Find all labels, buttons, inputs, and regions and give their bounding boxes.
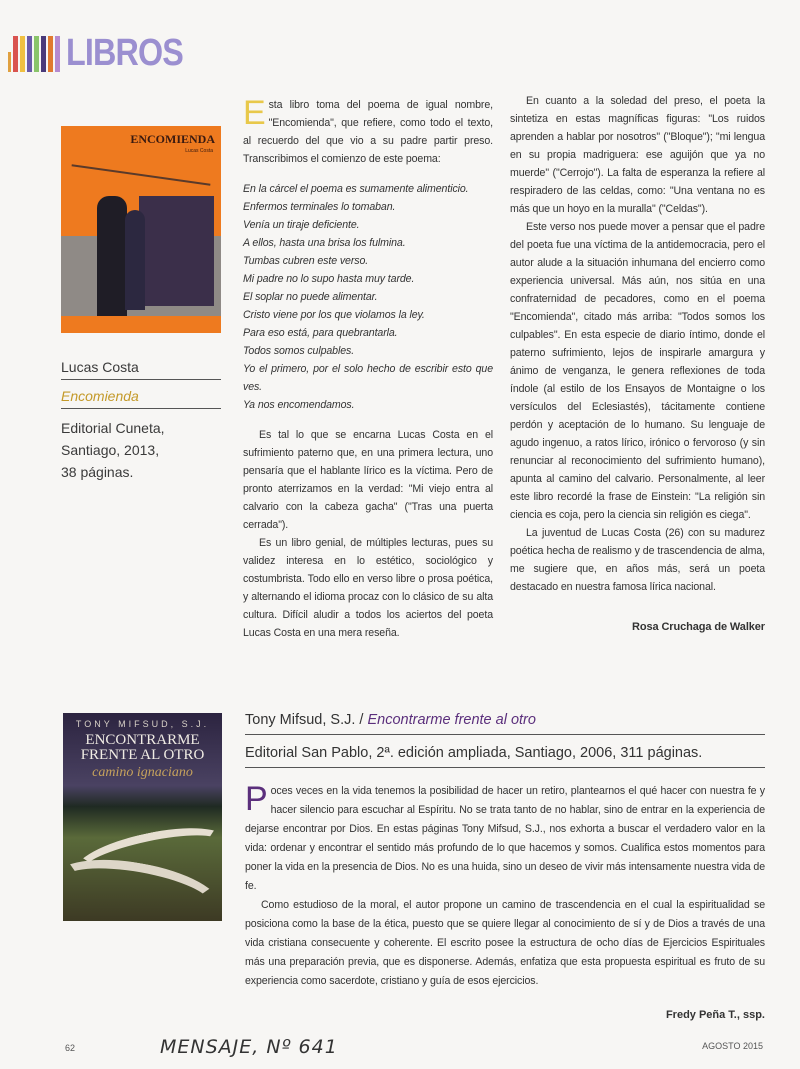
cover-author: TONY MIFSUD, S.J. [75, 719, 210, 729]
cover-title: FRENTE AL OTRO [80, 747, 205, 763]
page-footer [0, 1035, 800, 1069]
review-encontrarme [0, 708, 800, 1021]
divider [61, 408, 221, 409]
poem-line: Todos somos culpables. [243, 345, 355, 357]
cover-subtitle: camino ignaciano [92, 765, 193, 780]
cover-title: ENCOMIENDA [130, 132, 215, 146]
publisher-line: 38 páginas. [61, 464, 134, 480]
logo-bar [41, 36, 46, 72]
intro-text: sta libro toma del poema de igual nombre, "Encomienda", que refiere, como todo el texto, al recuerdo del que vio a su padre partir preso. Transcribimos el comienzo de este poema: [243, 99, 493, 165]
handwritten-note: MENSAJE, Nº 641 [160, 1036, 338, 1058]
page-number: 62 [65, 1043, 76, 1053]
poem-line: Tumbas cubren este verso. [243, 255, 369, 267]
logo-bar [27, 36, 32, 72]
book-publisher [61, 417, 221, 483]
poem-line: Venía un tiraje deficiente. [243, 219, 360, 231]
book-cover-encontrarme [63, 713, 222, 921]
poem-line: Yo el primero, por el solo hecho de escribir esto que ves. [243, 363, 493, 393]
publisher-line: Santiago, 2013, [61, 442, 160, 458]
book-heading [245, 708, 765, 732]
divider [61, 379, 221, 380]
book-title: Encontrarme frente al otro [367, 712, 536, 728]
cover-author: Lucas Costa [185, 148, 213, 154]
publisher-line: Editorial Cuneta, [61, 420, 165, 436]
poem-line: Enfermos terminales lo tomaban. [243, 201, 396, 213]
logo-bar [48, 36, 53, 72]
review-content [245, 708, 765, 1021]
book-author: Lucas Costa [61, 359, 139, 375]
logo-bar [13, 36, 18, 72]
poem-excerpt [243, 180, 493, 414]
body-paragraph: Como estudioso de la moral, el autor propone un camino de trascendencia en el cual la espiritualidad se posiciona como la base de la ética, puesto que se quiere llegar al conocimiento de sí y de Dios a través de una vida cristiana consecuente y coherente. El escrito posee la estructura de ocho días de Ejercicios Espirituales más una preparación previa, que es disponerse. Además, enfatiza que esta propuesta espiritual es fruto de su experiencia como sacerdote, cristiano y guía de esos ejercicios. [245, 899, 765, 987]
book-cover-encomienda [61, 126, 221, 333]
review-encomienda [0, 92, 800, 700]
review-signature: Rosa Cruchaga de Walker [631, 621, 765, 633]
poem-line: Para eso está, para quebrantarla. [243, 327, 398, 339]
logo-bar [20, 36, 25, 72]
issue-date: AGOSTO 2015 [702, 1041, 763, 1051]
body-paragraph: Es tal lo que se encarna Lucas Costa en el sufrimiento paterno que, en una primera lectura, uno pensaría que el hablante lírico es la víctima. Pero de pronto aterrizamos en la verdad: "Mi viejo entra al calvario con la cabeza gacha" ("Tras una puerta cerrada"). [243, 429, 493, 531]
poem-line: Cristo viene por los que violamos la ley. [243, 309, 425, 321]
logo-bar [34, 36, 39, 72]
section-title: LIBROS [66, 32, 183, 74]
review-signature: Fredy Peña T., ssp. [665, 1009, 765, 1021]
body-paragraph: Es un libro genial, de múltiples lecturas, pues su validez interesa en lo estético, sociológico y costumbrista. Todo ello en verso libre o prosa poética, y alternando el idioma procaz con lo clásico de su alta cultura. Difícil aludir a todos los aciertos del poeta Lucas Costa en una mera reseña. [243, 537, 493, 639]
poem-line: Ya nos encomendamos. [243, 399, 355, 411]
cover-title: ENCONTRARME [85, 732, 200, 748]
paragraph-text: oces veces en la vida tenemos la posibilidad de hacer un retiro, plantearnos el qué hacer con nuestra fe y hacer silencio para escuchar al Espíritu. No se trata tanto de no hablar, sino de entrar en la experiencia de dejarse encontrar por Dios. En estas páginas Tony Mifsud, S.J., nos exhorta a buscar el verdadero valor en la vida: ordenar y encontrar el sentido más profundo de lo que hacemos y somos. Cualifica estos momentos para poner la vida en la presencia de Dios. No es una huida, sino un deseo de vivir más intensamente nuestra vida de fe. [245, 785, 765, 892]
body-paragraph: En cuanto a la soledad del preso, el poeta la sintetiza en estas magníficas figuras: "Los ruidos aprenden a hablar por nosotros" ("Bloque"); "mi lengua en su propia madriguera: ese aguijón que ya no muerde" ("Cerrojo"). La falta de esperanza la refiere al respiradero de las celdas, como: "Una ventana no es más que un hoyo en la muralla" ("Celdas"). [510, 95, 765, 215]
body-paragraph: La juventud de Lucas Costa (26) con su madurez poética hecha de realismo y de trascendencia de alma, me sugiere que, en años más, será un poeta destacado en nuestra famosa lírica nacional. [510, 527, 765, 593]
poem-line: El soplar no puede alimentar. [243, 291, 378, 303]
review-column-2 [510, 92, 765, 636]
poem-line: Mi padre no lo supo hasta muy tarde. [243, 273, 415, 285]
logo-bar [8, 52, 11, 72]
book-info-sidebar [61, 92, 221, 483]
review-body [245, 782, 765, 991]
drop-cap: E [243, 94, 266, 132]
logo-bar [55, 36, 60, 72]
book-publisher: Editorial San Pablo, 2ª. edición ampliada, Santiago, 2006, 311 páginas. [245, 745, 703, 761]
poem-line: A ellos, hasta una brisa los fulmina. [243, 237, 406, 249]
book-author: Tony Mifsud, S.J. / [245, 712, 364, 728]
intro-paragraph [243, 96, 493, 168]
drop-cap: P [245, 780, 268, 818]
book-title: Encomienda [61, 388, 139, 404]
section-header [8, 34, 204, 72]
body-paragraph: Este verso nos puede mover a pensar que el padre del poeta fue una víctima de la antidemocracia, pero el autor alude a la situación inhumana del encierro como experiencia universal. Más aún, nos sitúa en una confraternidad de pecadores, como en el poema "Encomienda", citado más arriba: "Todos somos los culpables". En esta especie de diario íntimo, donde el paterno sufrimiento, lejos de inspirarle amargura y ánimo de venganza, le genera reflexiones de toda índole (al estilo de los Ensayos de Montaigne o los versículos del Eclesiastés), tácitamente contiene perdón y aceptación de lo humano. Su lenguaje de agudo ingenuo, a ratos lírico, irónico o fervoroso (y sin renunciar al reconocimiento del sufrimiento humano), apunta al camino del calvario. Personalmente, al leer este libro recordé la frase de Einstein: "La religión sin ciencia es coja, pero la ciencia sin religión es ciega". [510, 221, 765, 521]
review-column-1 [243, 92, 493, 642]
poem-line: En la cárcel el poema es sumamente alimenticio. [243, 183, 469, 195]
divider [245, 734, 765, 735]
body-paragraph [245, 782, 765, 896]
divider [245, 767, 765, 768]
